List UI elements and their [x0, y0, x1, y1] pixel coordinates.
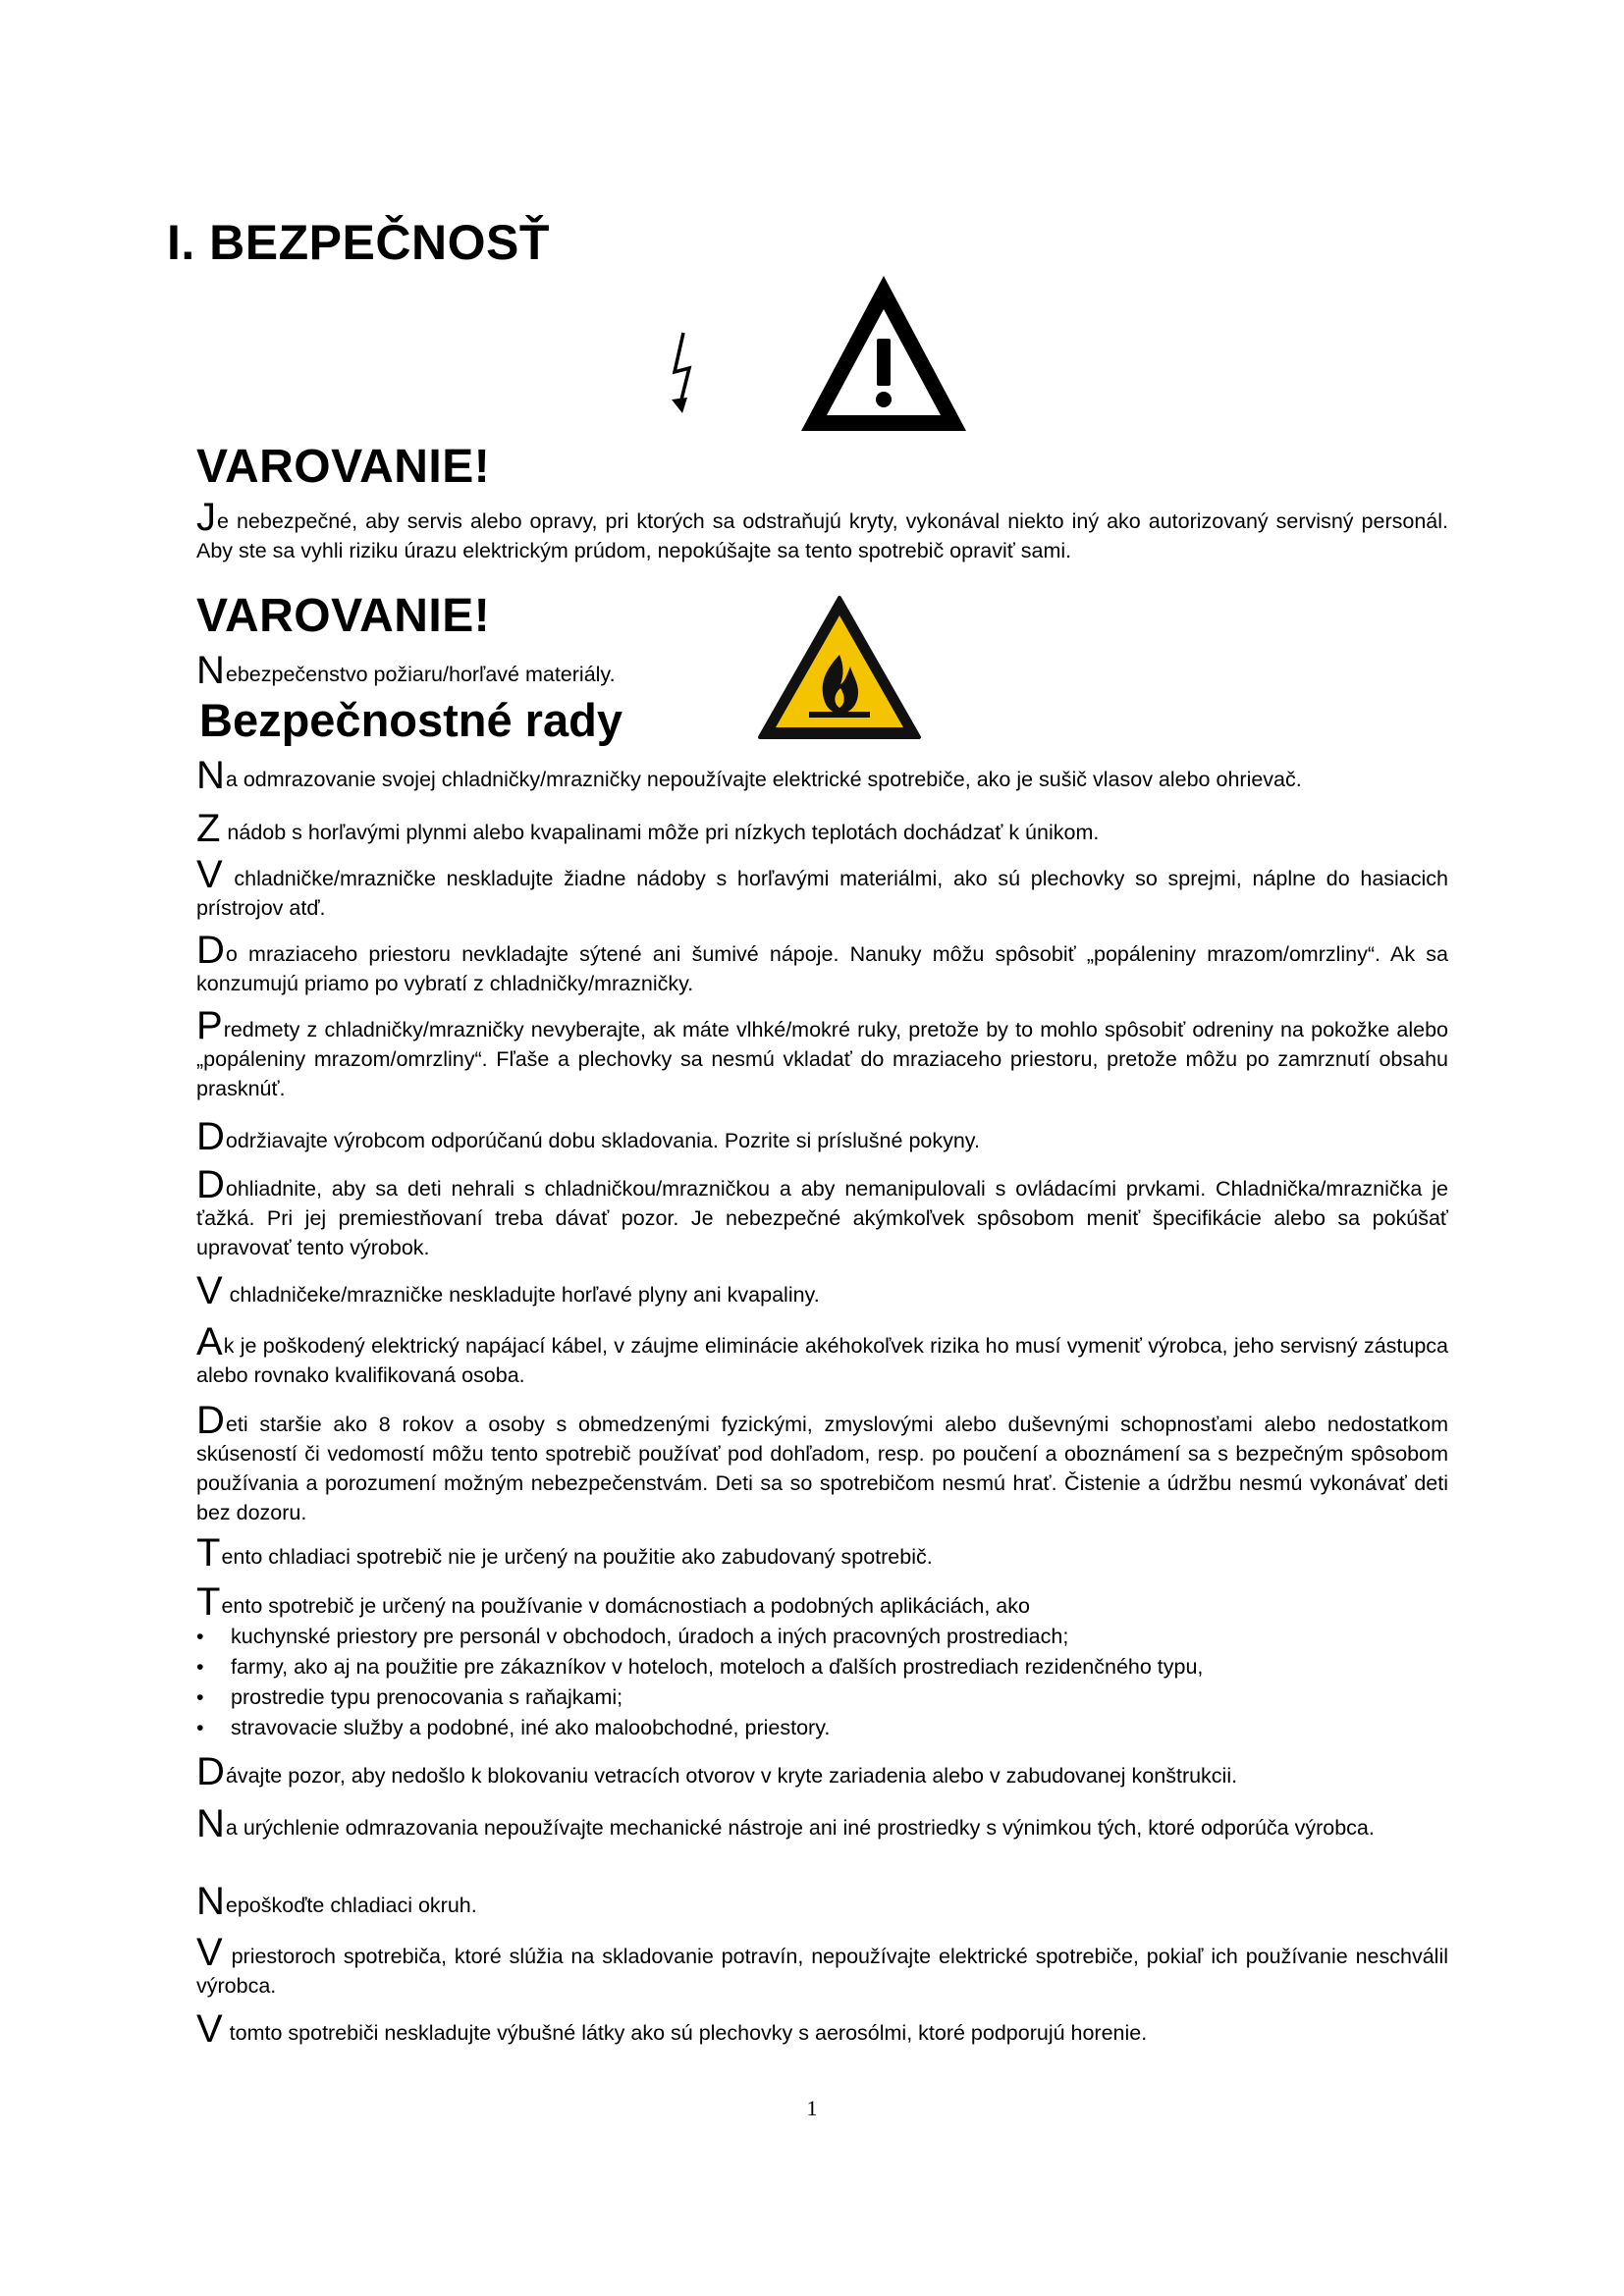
paragraph-text: k je poškodený elektrický napájací kábel, v záujme eliminácie akéhokoľvek rizika ho musí vymeniť výrobca, jeho servisný zástupca alebo rovnako kvalifikovaná osoba. [196, 1334, 1448, 1387]
usage-list [196, 1622, 1448, 1743]
drop-cap: D [196, 929, 225, 972]
section-heading: I. BEZPEČNOSŤ [167, 215, 550, 270]
paragraph-text: ebezpečenstvo požiaru/horľavé materiály. [225, 663, 616, 686]
paragraph-text: održiavajte výrobcom odporúčanú dobu skladovania. Pozrite si príslušné pokyny. [225, 1129, 980, 1152]
safety-paragraph [196, 929, 1448, 998]
paragraph-text: chladničeke/mrazničke neskladujte horľavé plyny ani kvapaliny. [223, 1283, 820, 1307]
list-item: • stravovacie služby a podobné, iné ako maloobchodné, priestory. [196, 1713, 1448, 1743]
safety-paragraph [196, 1163, 1448, 1262]
safety-paragraph [196, 1399, 1448, 1527]
drop-cap: N [196, 1880, 225, 1923]
drop-cap: V [196, 1931, 223, 1974]
paragraph-text: eti staršie ako 8 rokov a osoby s obmedzenými fyzickými, zmyslovými alebo duševnými schopnosťami alebo nedostatkom skúseností či vedomostí môžu tento spotrebič používať pod dohľadom, resp. po poučení a oboznámení sa s bezpečným spôsobom používania a porozumení možným nebezpečenstvám. Deti sa so spotrebičom nesmú hrať. Čistenie a údržbu nesmú vykonávať deti bez dozoru. [196, 1413, 1448, 1524]
paragraph-text: e nebezpečné, aby servis alebo opravy, pri ktorých sa odstraňujú kryty, vykonával niekto iný ako autorizovaný servisný personál. Aby ste sa vyhli riziku úrazu elektrickým prúdom, nepokúšajte sa tento spotrebič opraviť sami. [196, 509, 1448, 562]
list-item: • kuchynské priestory pre personál v obchodoch, úradoch a iných pracovných prostrediach; [196, 1622, 1448, 1652]
safety-paragraph [196, 1580, 1448, 1624]
paragraph-text: chladničke/mrazničke neskladujte žiadne nádoby s horľavými materiálmi, ako sú plechovky so sprejmi, náplne do hasiacich prístrojov atď. [196, 867, 1448, 920]
safety-paragraph [196, 754, 1448, 797]
safety-paragraph [196, 2007, 1448, 2051]
drop-cap: P [196, 1004, 223, 1047]
safety-paragraph [196, 1750, 1448, 1793]
paragraph-text: priestoroch spotrebiča, ktoré slúžia na skladovanie potravín, nepoužívajte elektrické spotrebiče, pokiaľ ich používanie neschválil výrobca. [196, 1945, 1448, 1998]
safety-paragraph [196, 853, 1448, 923]
safety-paragraph [196, 1320, 1448, 1390]
drop-cap: V [196, 853, 223, 896]
warning-title-2: VAROVANIE! [196, 590, 491, 642]
safety-paragraph [196, 807, 1448, 850]
drop-cap: Z [196, 807, 221, 850]
safety-paragraph [196, 1531, 1448, 1575]
flammable-triangle-icon [756, 594, 923, 741]
drop-cap: N [196, 649, 225, 692]
drop-cap: D [196, 1750, 225, 1793]
paragraph-text: nádob s horľavými plynmi alebo kvapalinami môže pri nízkych teplotách dochádzať k únikom. [221, 821, 1100, 844]
list-item: • prostredie typu prenocovania s raňajkami; [196, 1682, 1448, 1713]
drop-cap: A [196, 1320, 223, 1363]
warning-text-1 [196, 496, 1448, 565]
safety-paragraph [196, 1004, 1448, 1103]
paragraph-text: ohliadnite, aby sa deti nehrali s chladničkou/mrazničkou a aby nemanipulovali s ovládacími prvkami. Chladnička/mraznička je ťažká. Pri jej premiestňovaní treba dávať pozor. Je nebezpečné akýmkoľvek spôsobom meniť špecifikácie alebo sa pokúšať upravovať tento výrobok. [196, 1177, 1448, 1259]
drop-cap: T [196, 1580, 221, 1624]
paragraph-text: ento spotrebič je určený na používanie v domácnostiach a podobných aplikáciách, ako [221, 1594, 1030, 1618]
paragraph-text: o mraziaceho priestoru nevkladajte sýtené ani šumivé nápoje. Nanuky môžu spôsobiť „popáleniny mrazom/omrzliny“. Ak sa konzumujú priamo po vybratí z chladničky/mrazničky. [196, 942, 1448, 995]
paragraph-text: redmety z chladničky/mrazničky nevyberajte, ak máte vlhké/mokré ruky, pretože by to mohlo spôsobiť odreniny na pokožke alebo „popáleniny mrazom/omrzliny“. Fľaše a plechovky sa nesmú vkladať do mraziaceho priestoru, pretože môžu po zamrznutí obsahu prasknúť. [196, 1018, 1448, 1100]
exclamation-triangle-icon [795, 270, 972, 437]
paragraph-text: tomto spotrebiči neskladujte výbušné látky ako sú plechovky s aerosólmi, ktoré podporujú horenie. [223, 2021, 1148, 2045]
drop-cap: J [196, 496, 216, 539]
page-number: 1 [806, 2096, 818, 2120]
paragraph-text: ávajte pozor, aby nedošlo k blokovaniu vetracích otvorov v kryte zariadenia alebo v zabudovanej konštrukcii. [225, 1764, 1238, 1788]
safety-paragraph [196, 1115, 1448, 1158]
paragraph-text: ento chladiaci spotrebič nie je určený na použitie ako zabudovaný spotrebič. [221, 1545, 933, 1569]
paragraph-text: a urýchlenie odmrazovania nepoužívajte mechanické nástroje ani iné prostriedky s výnimkou tých, ktoré odporúča výrobca. [225, 1816, 1375, 1840]
drop-cap: D [196, 1163, 225, 1206]
warning-title-1: VAROVANIE! [196, 441, 491, 493]
safety-paragraph [196, 1931, 1448, 2001]
safety-advice-title: Bezpečnostné rady [199, 694, 623, 746]
safety-paragraph [196, 1802, 1448, 1845]
drop-cap: N [196, 1802, 225, 1845]
paragraph-text: a odmrazovanie svojej chladničky/mrazničky nepoužívajte elektrické spotrebiče, ako je sušič vlasov alebo ohrievač. [225, 768, 1302, 791]
drop-cap: V [196, 1269, 223, 1312]
drop-cap: N [196, 754, 225, 797]
lightning-bolt-icon [663, 329, 702, 417]
drop-cap: V [196, 2007, 223, 2051]
drop-cap: D [196, 1115, 225, 1158]
list-item: • farmy, ako aj na použitie pre zákazníkov v hoteloch, moteloch a ďalších prostrediach rezidenčného typu, [196, 1652, 1448, 1682]
paragraph-text: epoškoďte chladiaci okruh. [225, 1894, 477, 1917]
safety-paragraph [196, 1880, 1448, 1923]
drop-cap: D [196, 1399, 225, 1442]
drop-cap: T [196, 1531, 221, 1575]
safety-paragraph [196, 1269, 1448, 1312]
